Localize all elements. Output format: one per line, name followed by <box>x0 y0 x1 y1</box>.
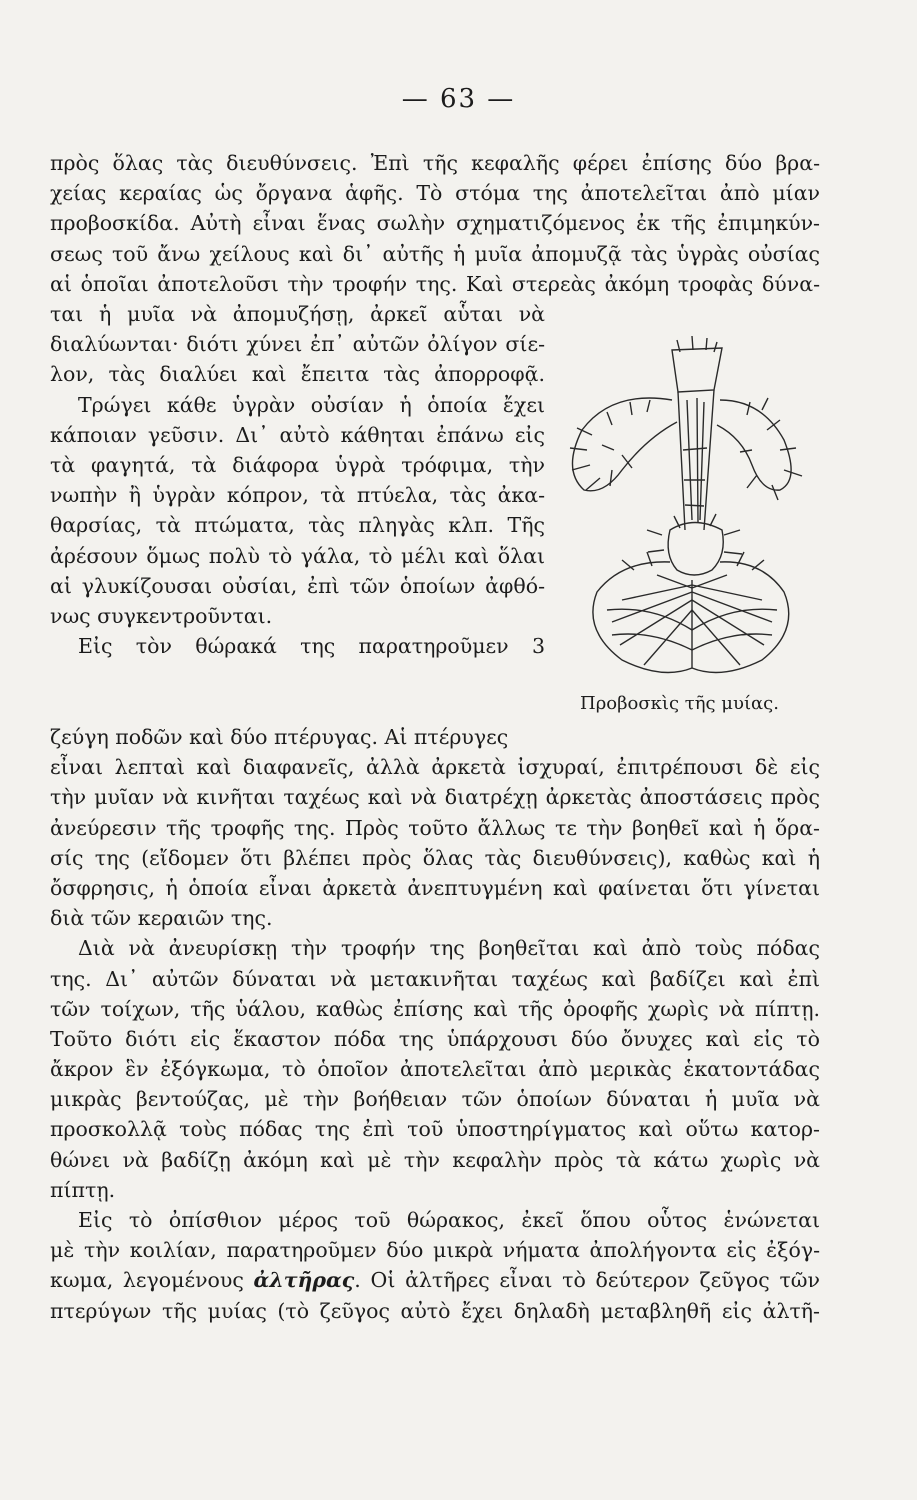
text-line: νωπὴν ἢ ὑγρὰν κόπρον, τὰ πτύελα, τὰς ἀκα- <box>50 483 545 508</box>
text-line: διαλύωνται· διότι χύνει ἐπ᾽ αὐτῶν ὀλίγον σίε- <box>50 332 545 357</box>
text-line: σεως τοῦ ἄνω χείλους καὶ δι᾽ αὐτῆς ἡ μυῖα ἀπομυζᾷ τὰς ὑγρὰς οὐσίας <box>50 241 820 266</box>
text-line: ζεύγη ποδῶν καὶ δύο πτέρυγας. Αἱ πτέρυγες <box>50 725 509 749</box>
text-line: ἀνεύρεσιν τῆς τροφῆς της. Πρὸς τοῦτο ἄλλως τε τὴν βοηθεῖ καὶ ἡ ὅρα- <box>50 815 820 840</box>
text-line: προσκολλᾷ τοὺς πόδας της ἐπὶ τοῦ ὑποστηρίγματος καὶ οὕτω κατορ- <box>50 1117 820 1142</box>
text-line: ἀρέσουν ὅμως πολὺ τὸ γάλα, τὸ μέλι καὶ ὅλαι <box>50 543 545 568</box>
text-line: της. Δι᾽ αὐτῶν δύναται νὰ μετακινῆται ταχέως καὶ βαδίζει καὶ ἐπὶ <box>50 966 820 991</box>
paragraph-beside-figure <box>50 299 545 661</box>
text-line: Τρώγει κάθε ὑγρὰν οὐσίαν ἡ ὁποία ἔχει <box>78 392 545 417</box>
text-line: ἄκρον ἓν ἐξόγκωμα, τὸ ὁποῖον ἀποτελεῖται ἀπὸ μερικὰς ἑκατοντάδας <box>50 1057 820 1082</box>
paragraph-intro <box>50 148 820 299</box>
text-line: διὰ τῶν κεραιῶν της. <box>50 906 273 931</box>
text-line: ται ἡ μυῖα νὰ ἀπομυζήσῃ, ἀρκεῖ αὗται νὰ <box>50 302 545 326</box>
paragraph-main <box>50 722 820 1326</box>
text-line: τὴν μυῖαν νὰ κινῆται ταχέως καὶ νὰ διατρέχῃ ἀρκετὰς ἀποστάσεις πρὸς <box>50 785 820 810</box>
text-line: πίπτῃ. <box>50 1177 116 1202</box>
page-number: — 63 — <box>401 84 516 114</box>
text-line: χείας κεραίας ὡς ὄργανα ἁφῆς. Τὸ στόμα της ἀποτελεῖται ἀπὸ μίαν <box>50 181 820 206</box>
text-line: τῶν τοίχων, τῆς ὑάλου, καθὼς ἐπίσης καὶ τῆς ὀροφῆς χωρὶς νὰ πίπτῃ. <box>50 996 820 1021</box>
fly-proboscis-illustration <box>552 330 822 690</box>
text-line: τὰ φαγητά, τὰ διάφορα ὑγρὰ τρόφιμα, τὴν <box>50 452 545 477</box>
text-line: νως συγκεντροῦνται. <box>50 603 273 628</box>
text-segment: κωμα, λεγομένους <box>50 1268 254 1293</box>
text-line: μικρὰς βεντούζας, μὲ τὴν βοήθειαν τῶν ὁποίων δύναται ἡ μυῖα νὰ <box>50 1087 820 1112</box>
text-line: Εἰς τὸν θώρακά της παρατηροῦμεν 3 <box>78 634 545 659</box>
text-line: Εἰς τὸ ὀπίσθιον μέρος τοῦ θώρακος, ἐκεῖ ὅπου οὗτος ἑνώνεται <box>78 1208 820 1232</box>
term-altires: ἀλτῆρας <box>253 1268 355 1293</box>
text-line: ὄσφρησις, ἡ ὁποία εἶναι ἀρκετὰ ἀνεπτυγμένη καὶ φαίνεται ὅτι γίνεται <box>50 875 820 900</box>
figure-caption: Προβοσκὶς τῆς μυίας. <box>580 693 779 714</box>
text-line: Τοῦτο διότι εἰς ἕκαστον πόδα της ὑπάρχουσι δύο ὄνυχες καὶ εἰς τὸ <box>50 1026 820 1051</box>
text-line: εἶναι λεπταὶ καὶ διαφανεῖς, ἀλλὰ ἀρκετὰ ἰσχυραί, ἐπιτρέπουσι δὲ εἰς <box>50 755 820 780</box>
text-segment: . Οἱ ἀλτῆρες εἶναι τὸ δεύτερον ζεῦγος τῶν <box>354 1268 820 1293</box>
text-line-with-term <box>50 1265 820 1295</box>
text-line: θώνει νὰ βαδίζῃ ἀκόμη καὶ μὲ τὴν κεφαλὴν πρὸς τὰ κάτω χωρὶς νὰ <box>50 1147 820 1172</box>
text-line: κάποιαν γεῦσιν. Δι᾽ αὐτὸ κάθηται ἐπάνω εἰς <box>50 422 545 447</box>
text-line: λον, τὰς διαλύει καὶ ἔπειτα τὰς ἀπορροφᾷ. <box>50 362 545 387</box>
text-line: θαρσίας, τὰ πτώματα, τὰς πληγὰς κλπ. Τῆς <box>50 513 545 538</box>
text-line: πρὸς ὅλας τὰς διευθύνσεις. Ἐπὶ τῆς κεφαλῆς φέρει ἐπίσης δύο βρα- <box>50 151 820 175</box>
text-line: πτερύγων τῆς μυίας (τὸ ζεῦγος αὐτὸ ἔχει δηλαδὴ μεταβληθῆ εἰς ἀλτῆ- <box>50 1298 820 1323</box>
text-line: μὲ τὴν κοιλίαν, παρατηροῦμεν δύο μικρὰ νήματα ἀπολήγοντα εἰς ἐξόγ- <box>50 1238 820 1263</box>
text-line: Διὰ νὰ ἀνευρίσκῃ τὴν τροφήν της βοηθεῖται καὶ ἀπὸ τοὺς πόδας <box>78 936 820 961</box>
text-line: αἱ ὁποῖαι ἀποτελοῦσι τὴν τροφήν της. Καὶ στερεὰς ἀκόμη τροφὰς δύνα- <box>50 271 820 296</box>
text-line: σίς της (εἴδομεν ὅτι βλέπει πρὸς ὅλας τὰς διευθύνσεις), καθὼς καὶ ἡ <box>50 845 820 870</box>
text-line: αἱ γλυκίζουσαι οὐσίαι, ἐπὶ τῶν ὁποίων ἀφθό- <box>50 573 545 598</box>
text-line: προβοσκίδα. Αὐτὴ εἶναι ἕνας σωλὴν σχηματιζόμενος ἐκ τῆς ἐπιμηκύν- <box>50 211 820 236</box>
